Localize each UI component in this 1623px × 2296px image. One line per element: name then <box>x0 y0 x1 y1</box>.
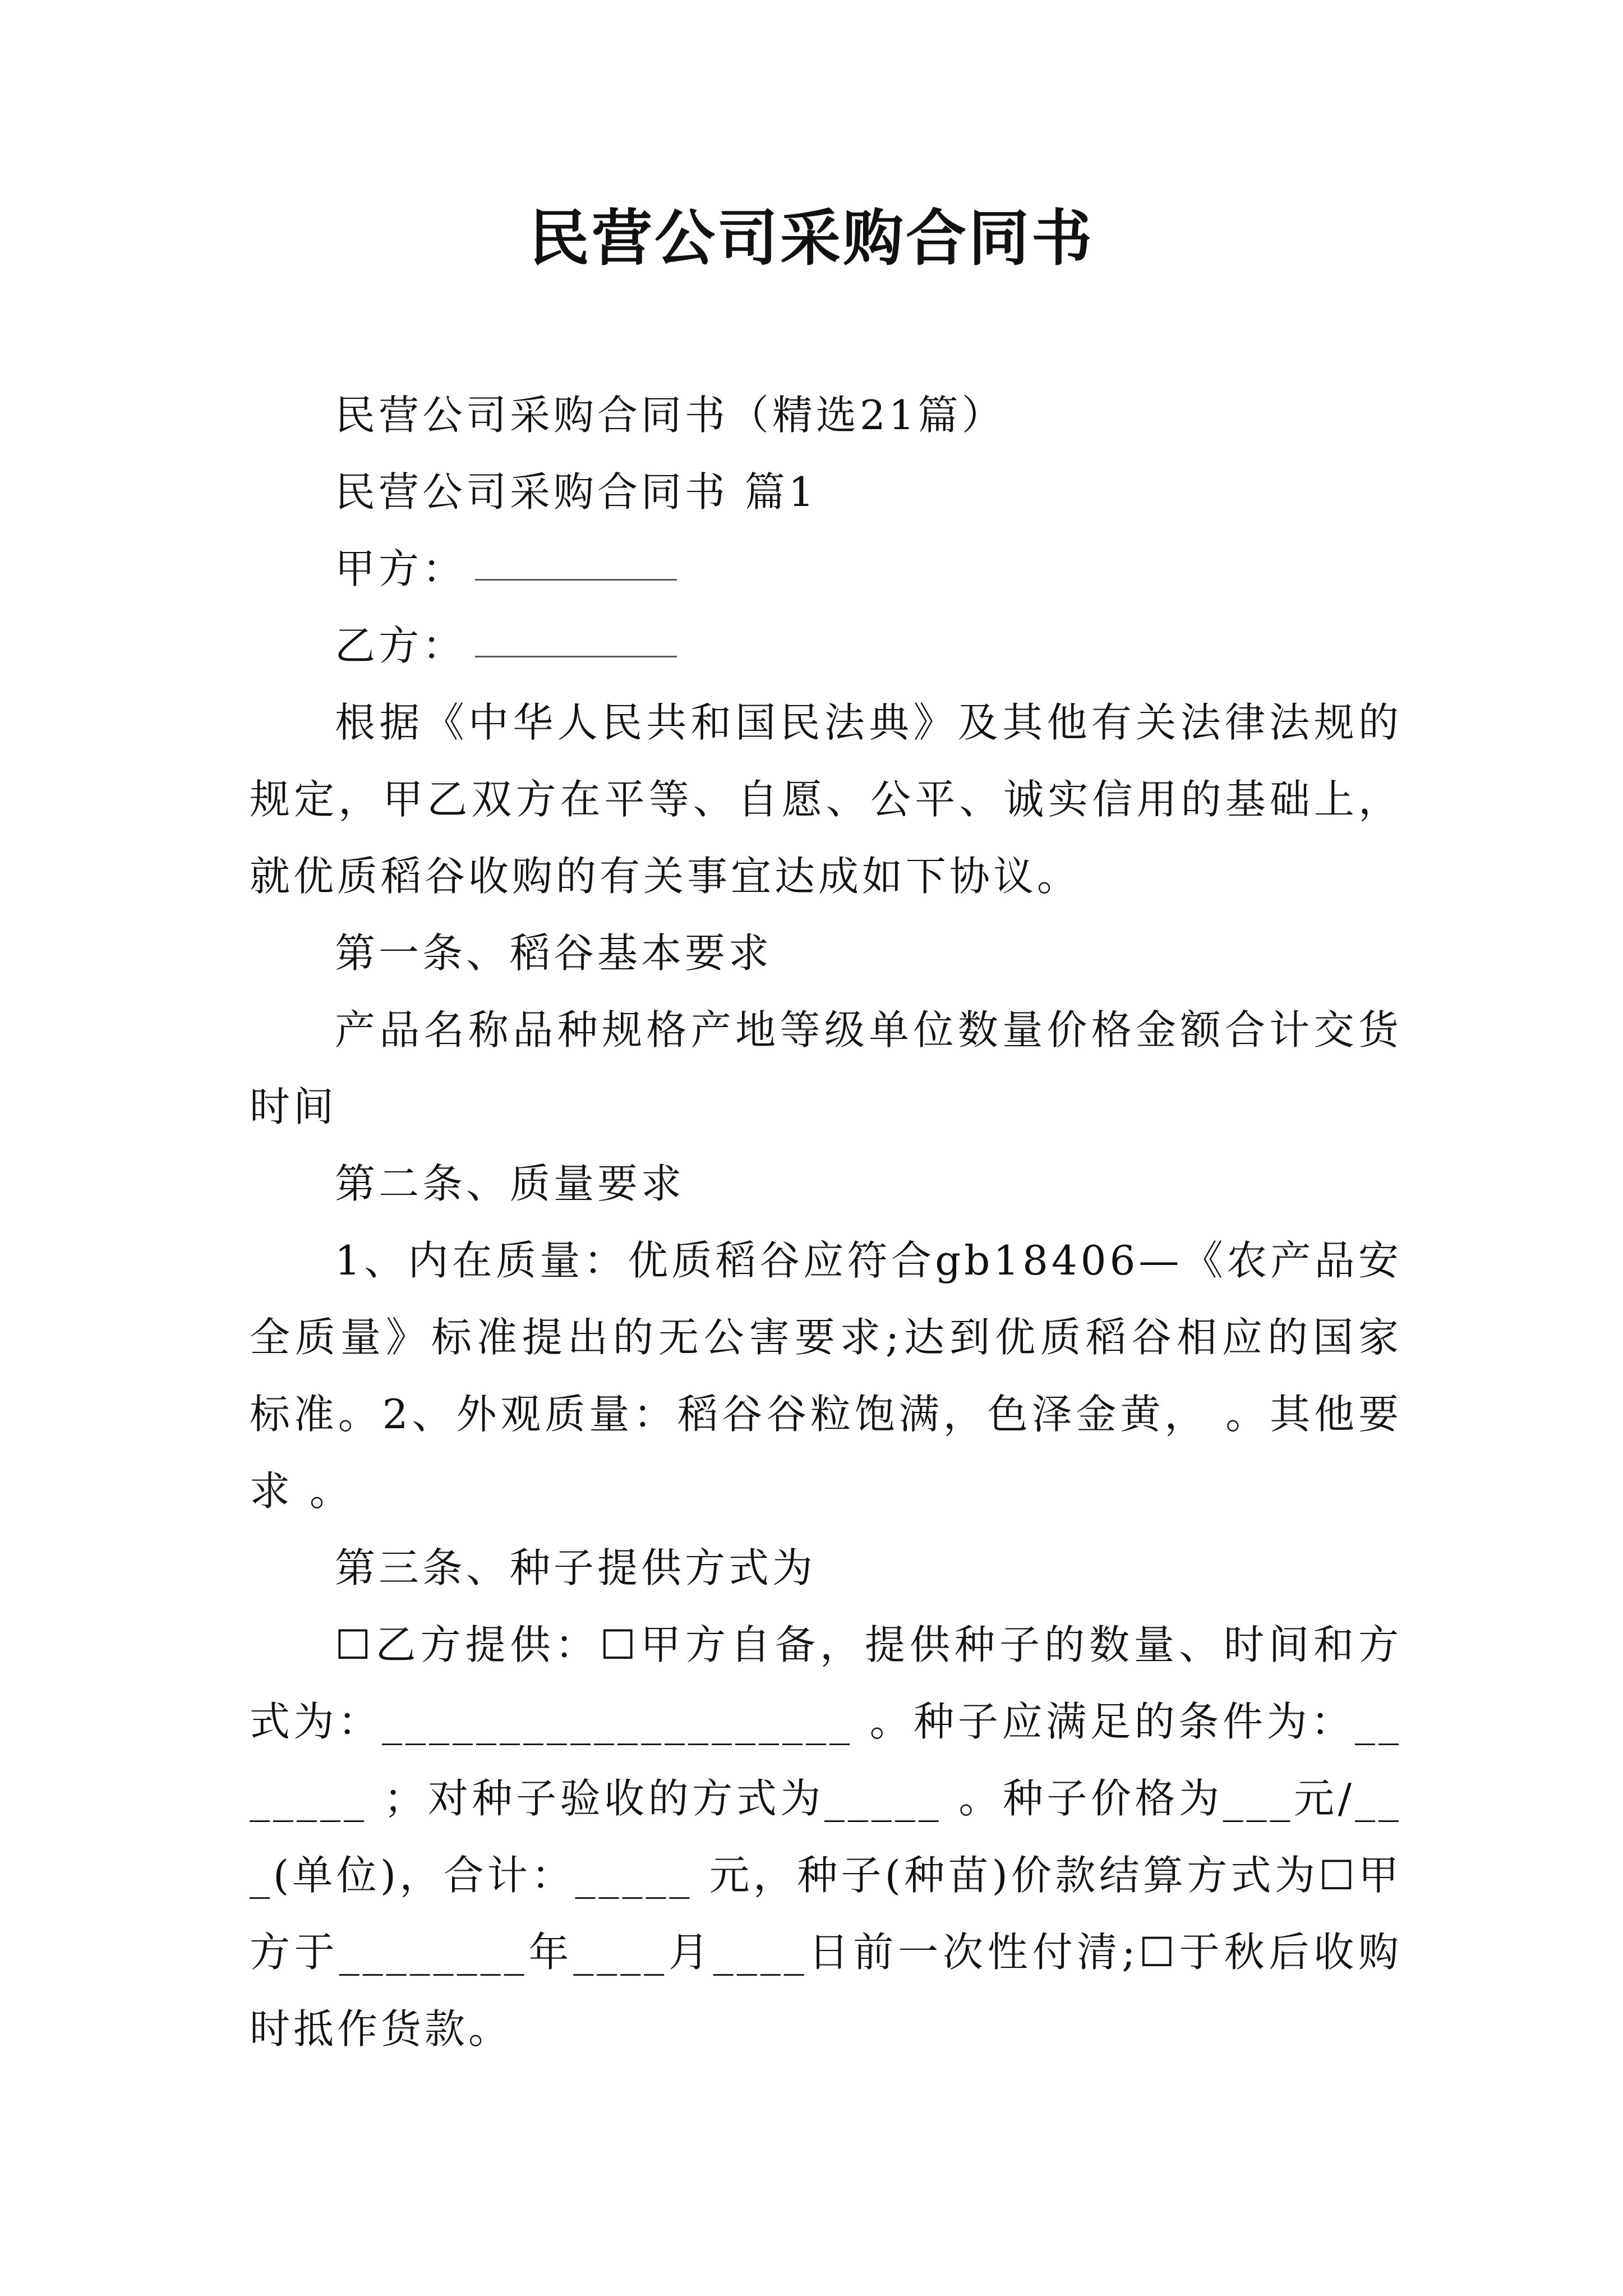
preamble-paragraph: 根据《中华人民共和国民法典》及其他有关法律法规的规定，甲乙双方在平等、自愿、公平、诚实信用的基础上，就优质稻谷收购的有关事宜达成如下协议。 <box>250 699 1402 900</box>
section-heading: 民营公司采购合同书 篇1 <box>335 468 818 516</box>
party-b-blank <box>475 656 677 657</box>
document-title: 民营公司采购合同书 <box>528 203 1094 274</box>
party-a-blank <box>475 579 677 581</box>
party-b-label: 乙方： <box>335 622 467 669</box>
document-body <box>250 377 1402 2068</box>
party-a-line <box>250 531 1402 608</box>
article-1-body: 产品名称品种规格产地等级单位数量价格金额合计交货时间 <box>250 1006 1402 1130</box>
subtitle-paragraph: 民营公司采购合同书（精选21篇） <box>335 392 1006 439</box>
party-a-label: 甲方： <box>335 545 467 592</box>
article-2-body: 1、内在质量：优质稻谷应符合gb18406—《农产品安全质量》标准提出的无公害要求;达到优质稻谷相应的国家标准。2、外观质量：稻谷谷粒饱满，色泽金黄， 。其他要求 。 <box>250 1237 1402 1515</box>
article-2-heading: 第二条、质量要求 <box>335 1160 685 1207</box>
article-3-body: ☐乙方提供：☐甲方自备，提供种子的数量、时间和方式为：____________________ 。种子应满足的条件为：_______ ；对种子验收的方式为_____ 。种子价格为___元/___(单位)，合计：_____ 元，种子(种苗)价款结算方式为☐甲方于________年____月____日前一次性付清;☐于秋后收购时抵作货款。 <box>250 1621 1402 2053</box>
party-b-line <box>250 608 1402 684</box>
article-1-heading: 第一条、稻谷基本要求 <box>335 930 773 977</box>
article-3-heading: 第三条、种子提供方式为 <box>335 1544 817 1591</box>
